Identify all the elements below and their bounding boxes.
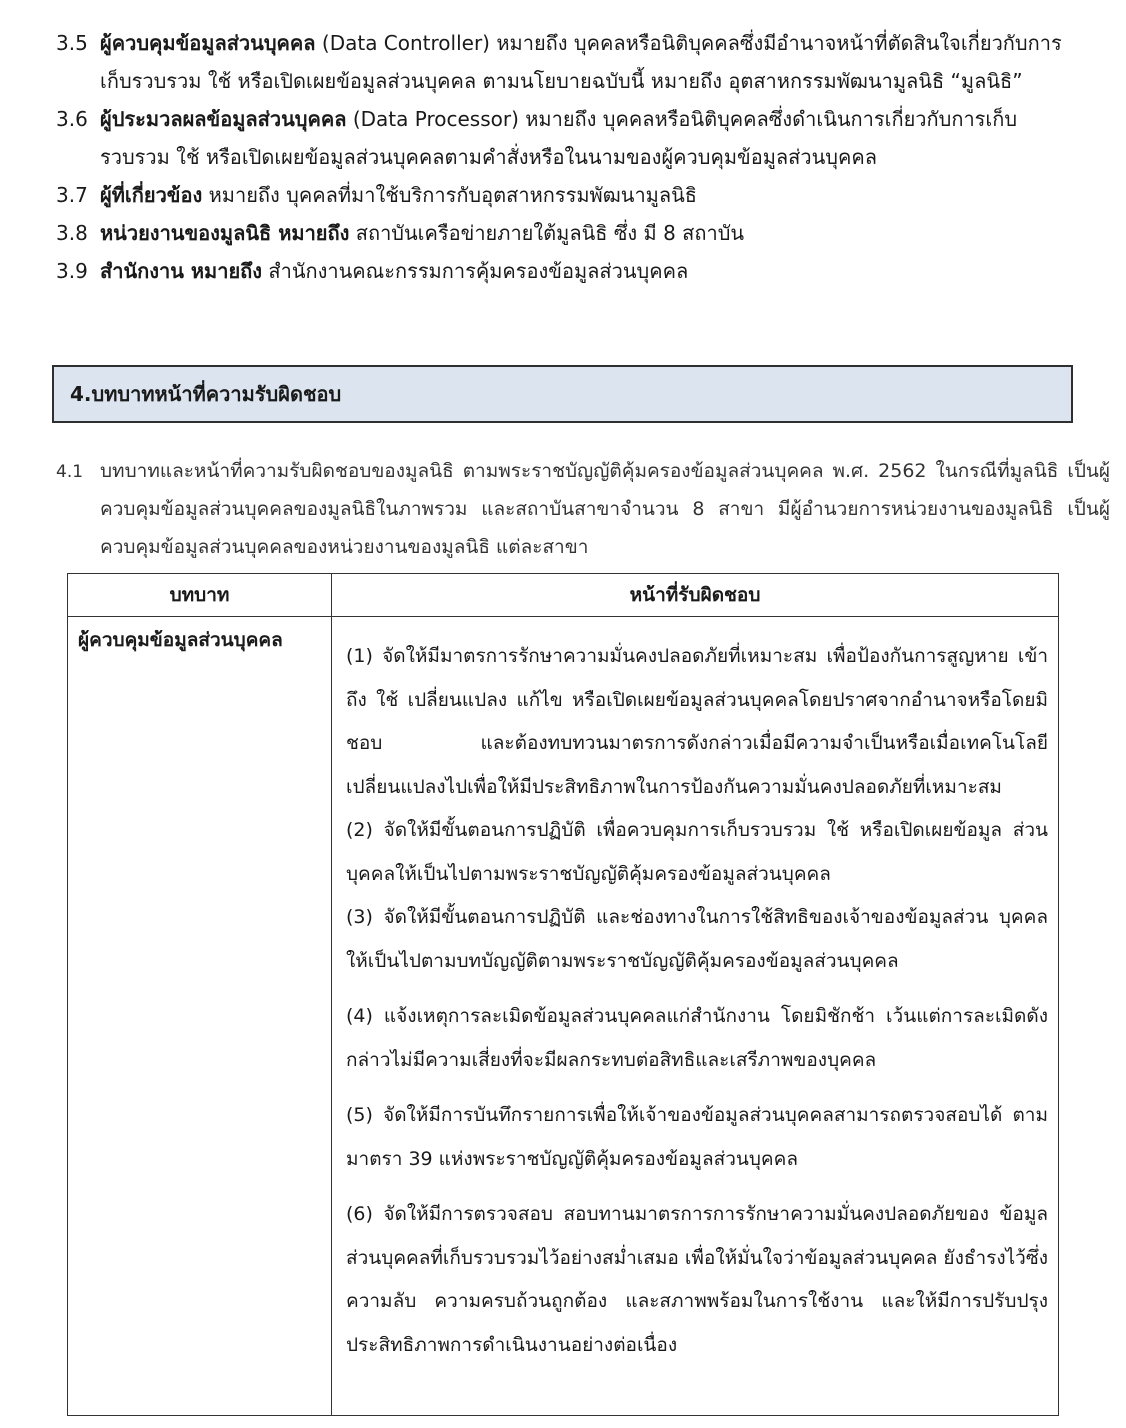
column-header-duties: หน้าที่รับผิดชอบ bbox=[332, 574, 1059, 617]
definition-text: หมายถึง บุคคลที่มาใช้บริการกับอุตสาหกรรมพัฒนามูลนิธิ bbox=[202, 183, 697, 207]
intro-number: 4.1 bbox=[56, 462, 84, 482]
duty-item: (1) จัดให้มีมาตรการรักษาความมั่นคงปลอดภัยที่เหมาะสม เพื่อป้องกันการสูญหาย เข้าถึง ใช้ เปลี่ยนแปลง แก้ไข หรือเปิดเผยข้อมูลส่วนบุคคลโดยปราศจากอำนาจหรือโดยมิชอบ และต้องทบทวนมาตรการดังกล่าวเมื่อมีความจำเป็นหรือเมื่อเทคโนโลยีเปลี่ยนแปลงไปเพื่อให้มีประสิทธิภาพในการป้องกันความมั่นคงปลอดภัยที่เหมาะสม bbox=[346, 645, 1048, 798]
responsibility-table bbox=[67, 573, 1059, 1416]
definition-text: (Data Processor) หมายถึง บุคคลหรือนิติบุคคลซึ่งดำเนินการเกี่ยวกับการเก็บรวบรวม ใช้ หรือเปิดเผยข้อมูลส่วนบุคคลตามคำสั่งหรือในนามของผู้ควบคุมข้อมูลส่วนบุคคล bbox=[100, 107, 1018, 169]
definition-text: สำนักงานคณะกรรมการคุ้มครองข้อมูลส่วนบุคคล bbox=[262, 259, 689, 283]
definition-item bbox=[56, 100, 1066, 176]
definition-text: (Data Controller) หมายถึง บุคคลหรือนิติบุคคลซึ่งมีอำนาจหน้าที่ตัดสินใจเกี่ยวกับการเก็บรวบรวม ใช้ หรือเปิดเผยข้อมูลส่วนบุคคล ตามนโยบายฉบับนี้ หมายถึง อุตสาหกรรมพัฒนามูลนิธิ “มูลนิธิ” bbox=[100, 31, 1062, 93]
column-header-role: บทบาท bbox=[68, 574, 332, 617]
duty-item: (4) แจ้งเหตุการละเมิดข้อมูลส่วนบุคคลแก่สำนักงาน โดยมิชักช้า เว้นแต่การละเมิดดังกล่าวไม่มีความเสี่ยงที่จะมีผลกระทบต่อสิทธิและเสรีภาพของบุคคล bbox=[346, 1005, 1048, 1071]
duties-cell bbox=[332, 617, 1059, 1416]
definition-number: 3.5 bbox=[56, 31, 88, 55]
definition-number: 3.8 bbox=[56, 221, 88, 245]
definition-term: สำนักงาน หมายถึง bbox=[100, 259, 263, 283]
definition-number: 3.9 bbox=[56, 259, 88, 283]
duty-item: (5) จัดให้มีการบันทึกรายการเพื่อให้เจ้าของข้อมูลส่วนบุคคลสามารถตรวจสอบได้ ตามมาตรา 39 แห่งพระราชบัญญัติคุ้มครองข้อมูลส่วนบุคคล bbox=[346, 1104, 1048, 1170]
intro-paragraph bbox=[56, 452, 1110, 566]
table-header-row bbox=[68, 574, 1059, 617]
intro-text: บทบาทและหน้าที่ความรับผิดชอบของมูลนิธิ ตามพระราชบัญญัติคุ้มครองข้อมูลส่วนบุคคล พ.ศ. 2562 ในกรณีที่มูลนิธิ เป็นผู้ควบคุมข้อมูลส่วนบุคคลของมูลนิธิในภาพรวม และสถาบันสาขาจำนวน 8 สาขา มีผู้อำนวยการหน่วยงานของมูลนิธิ เป็นผู้ควบคุมข้อมูลส่วนบุคคลของหน่วยงานของมูลนิธิ แต่ละสาขา bbox=[100, 460, 1110, 558]
duty-item: (2) จัดให้มีขั้นตอนการปฏิบัติ เพื่อควบคุมการเก็บรวบรวม ใช้ หรือเปิดเผยข้อมูล ส่วนบุคคลให้เป็นไปตามพระราชบัญญัติคุ้มครองข้อมูลส่วนบุคคล bbox=[346, 819, 1048, 885]
definition-item bbox=[56, 24, 1066, 100]
table-row bbox=[68, 617, 1059, 1416]
definition-item bbox=[56, 252, 1066, 290]
definition-term: ผู้ควบคุมข้อมูลส่วนบุคคล bbox=[100, 31, 316, 55]
duty-item: (3) จัดให้มีขั้นตอนการปฏิบัติ และช่องทางในการใช้สิทธิของเจ้าของข้อมูลส่วน บุคคล ให้เป็นไปตามบทบัญญัติตามพระราชบัญญัติคุ้มครองข้อมูลส่วนบุคคล bbox=[346, 906, 1048, 972]
definition-term: ผู้ประมวลผลข้อมูลส่วนบุคคล bbox=[100, 107, 347, 131]
section-heading bbox=[52, 365, 1073, 423]
role-cell: ผู้ควบคุมข้อมูลส่วนบุคคล bbox=[68, 617, 332, 1416]
definition-item bbox=[56, 214, 1066, 252]
definition-term: หน่วยงานของมูลนิธิ หมายถึง bbox=[100, 221, 350, 245]
duty-item: (6) จัดให้มีการตรวจสอบ สอบทานมาตรการการรักษาความมั่นคงปลอดภัยของ ข้อมูลส่วนบุคคลที่เก็บรวบรวมไว้อย่างสม่ำเสมอ เพื่อให้มั่นใจว่าข้อมูลส่วนบุคคล ยังธำรงไว้ซึ่งความลับ ความครบถ้วนถูกต้อง และสภาพพร้อมในการใช้งาน และให้มีการปรับปรุงประสิทธิภาพการดำเนินงานอย่างต่อเนื่อง bbox=[346, 1203, 1048, 1356]
section-title: 4.บทบาทหน้าที่ความรับผิดชอบ bbox=[70, 382, 342, 406]
definition-text: สถาบันเครือข่ายภายใต้มูลนิธิ ซึ่ง มี 8 สถาบัน bbox=[349, 221, 745, 245]
definition-number: 3.6 bbox=[56, 107, 88, 131]
definition-term: ผู้ที่เกี่ยวข้อง bbox=[100, 183, 203, 207]
definition-number: 3.7 bbox=[56, 183, 88, 207]
definition-item bbox=[56, 176, 1066, 214]
definitions-list bbox=[56, 24, 1066, 290]
